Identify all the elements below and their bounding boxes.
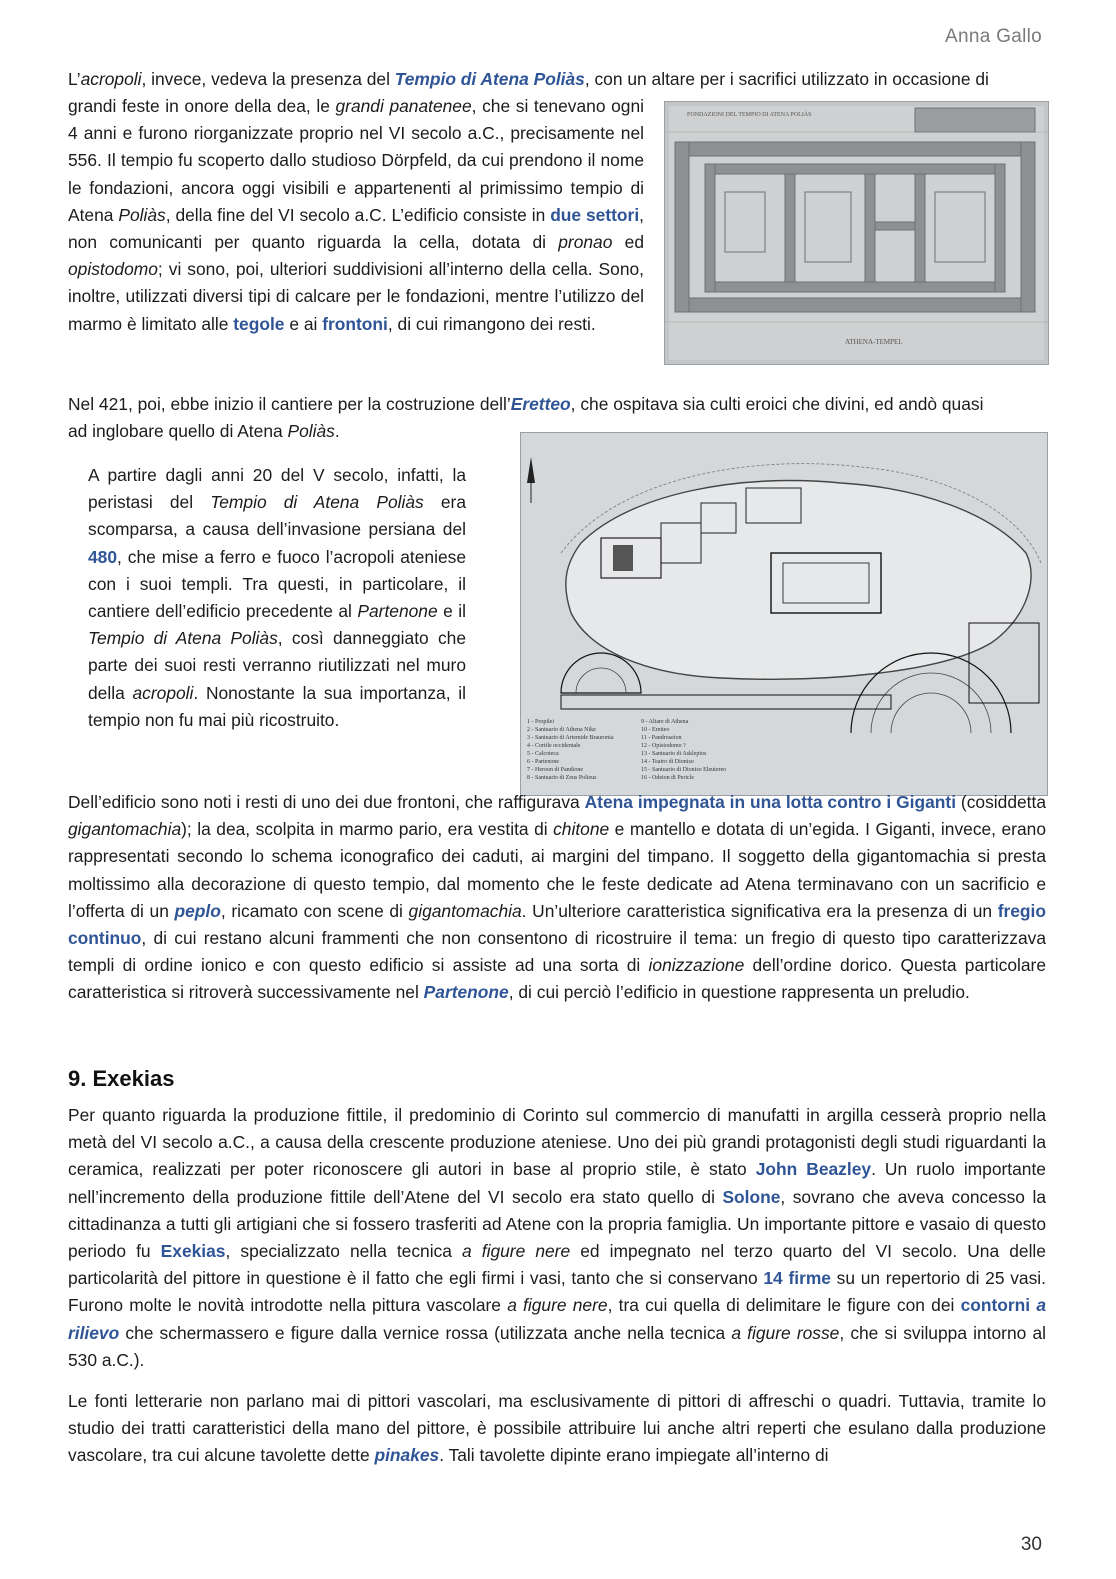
paragraph-fonti-letterarie: Le fonti letterarie non parlano mai di pittori vascolari, ma esclusivamente di pittori di affreschi o quadri. Tuttavia, tramite lo studio dei tratti caratteristici della mano del pittore, è possibile attribuire lui anche altri reperti che esulano dalla produzione vascolare, tra cui alcune tavolette dette pinakes. Tali tavolette dipinte erano impiegate all’interno di — [68, 1391, 1046, 1466]
paragraph-acropoli-cont: grandi feste in onore della dea, le grandi panatenee, che si tenevano ogni 4 anni e furono riorganizzate proprio nel VI secolo a.C., precisamente nel 556. Il tempio fu scoperto dallo studioso Dörpfeld, da cui prendono il nome le fondazioni, ancora oggi visibili e appartenenti al primissimo tempio di Atena Poliàs, della fine del VI secolo a.C. L’edificio consiste in due settori, non comunicanti per quanto riguarda la cella, dotata di pronao ed opistodomo; vi sono, poi, ulteriori suddivisioni all’interno della cella. Sono, inoltre, utilizzati diversi tipi di calcare per le fondazioni, mentre l’utilizzo del marmo è limitato alle tegole e ai frontoni, di cui rimangono dei resti. — [68, 96, 644, 334]
paragraph-ceramica: Per quanto riguarda la produzione fittile, il predominio di Corinto sul commercio di manufatti in argilla cesserà proprio nella metà del VI secolo a.C., a causa della crescente produzione ateniese. Uno dei più grandi protagonisti degli studi riguardanti la ceramica, realizzati per poter riconoscere gli autori in base al proprio stile, è stato John Beazley. Un ruolo importante nell’incremento della produzione fittile dell’Atene del VI secolo era stato quello di Solone, sovrano che aveva concesso la cittadinanza a tutti gli artigiani che si fossero trasferiti ad Atene con la propria famiglia. Un importante pittore e vasaio di questo periodo fu Exekias, specializzato nella tecnica a figure nere ed impegnato nel terzo quarto del VI secolo. Una delle particolarità del pittore in questione è il fatto che egli firmi i vasi, tanto che si conservano 14 firme su un repertorio di 25 vasi. Furono molte le novità introdotte nella pittura vascolare a figure nere, tra cui quella di delimitare le figure con dei contorni a rilievo che schermassero e figure dalla vernice rossa (utilizzata anche nella tecnica a figure rosse, che si sviluppa intorno al 530 a.C.). — [68, 1105, 1047, 1370]
paragraph-eretteo-line2: ad inglobare quello di Atena Poliàs. — [68, 421, 340, 441]
map-legend-right-2: 10 - Eretteo — [641, 727, 670, 733]
paragraph-gigantomachia: Dell’edificio sono noti i resti di uno dei due frontoni, che raffigurava Atena impegnata in una lotta contro i Giganti (cosiddetta gigantomachia); la dea, scolpita in marmo pario, era vestita di chitone e mantello e dotata di un’egida. I Giganti, invece, erano rappresentati secondo lo schema iconografico dei caduti, ai margini del timpano. Il soggetto della gigantomachia si presta moltissimo alla decorazione di questo tempio, dal momento che le feste dedicate ad Atena terminavano con un sacrificio e l’offerta di un peplo, ricamato con scene di gigantomachia. Un’ulteriore caratteristica significativa era la presenza di un fregio continuo, di cui restano alcuni frammenti che non consentono di ricostruire il tema: un fregio di questo tipo caratterizzava templi di ordine ionico e con questo edificio si assiste ad una sorta di ionizzazione dell’ordine dorico. Questa particolare caratteristica si ritroverà successivamente nel Partenone, di cui perciò l’edificio in questione rappresenta un preludio. — [68, 792, 1047, 1003]
map-legend-left-4: 4 - Cortile occidentale — [527, 743, 581, 749]
map-legend-right-8: 16 - Odeion di Pericle — [641, 775, 694, 781]
page-header-author: Anna Gallo — [944, 26, 1042, 47]
acropolis-map-image — [520, 432, 1048, 796]
section-heading: 9. Exekias — [68, 1066, 175, 1091]
map-legend-left-1: 1 - Propilei — [527, 719, 554, 725]
map-legend-right-7: 15 - Santuario di Dioniso Eleutereo — [641, 767, 727, 773]
temple-foundations-plan-image — [664, 101, 1049, 365]
map-legend-left-5: 5 - Calcoteca — [527, 751, 559, 757]
map-legend-left-7: 7 - Heroon di Pandione — [527, 767, 583, 773]
fig1-caption-bottom: ATHENA-TEMPEL — [845, 338, 903, 346]
map-legend-left-2: 2 - Santuario di Athena Nike — [527, 727, 596, 733]
map-legend-right-5: 13 - Santuario di Asklepios — [641, 751, 707, 757]
map-legend-left-6: 6 - Partenone — [527, 759, 559, 765]
fig1-caption-top: FONDAZIONI DEL TEMPIO DI ATENA POLIÀS — [687, 112, 812, 118]
paragraph-peristasi: A partire dagli anni 20 del V secolo, infatti, la peristasi del Tempio di Atena Poliàs era scomparsa, a causa dell’invasione persiana del 480, che mise a ferro e fuoco l’acropoli ateniese con i suoi templi. Tra questi, in particolare, il cantiere dell’edificio precedente al Partenone e il Tempio di Atena Poliàs, così danneggiato che parte dei suoi resti verranno riutilizzati nel muro della acropoli. Nonostante la sua importanza, il tempio non fu mai più ricostruito. — [88, 465, 467, 730]
map-legend-right-3: 11 - Pandroseion — [641, 735, 682, 741]
paragraph-eretteo-line1: Nel 421, poi, ebbe inizio il cantiere per la costruzione dell’Eretteo, che ospitava sia culti eroici che divini, ed andò quasi — [68, 394, 984, 414]
map-legend-right-1: 9 - Altare di Athena — [641, 719, 689, 725]
map-legend-left-8: 8 - Santuario di Zeus Polieus — [527, 775, 597, 781]
paragraph-acropoli-line1: L’acropoli, invece, vedeva la presenza del Tempio di Atena Poliàs, con un altare per i sacrifici utilizzato in occasione di — [68, 69, 989, 89]
map-legend-right-4: 12 - Opistodomo ? — [641, 743, 686, 749]
page-number: 30 — [1020, 1534, 1042, 1555]
map-legend-right-6: 14 - Teatro di Dioniso — [641, 759, 694, 765]
map-legend-left-3: 3 - Santuario di Artemide Brauronia — [527, 735, 614, 741]
